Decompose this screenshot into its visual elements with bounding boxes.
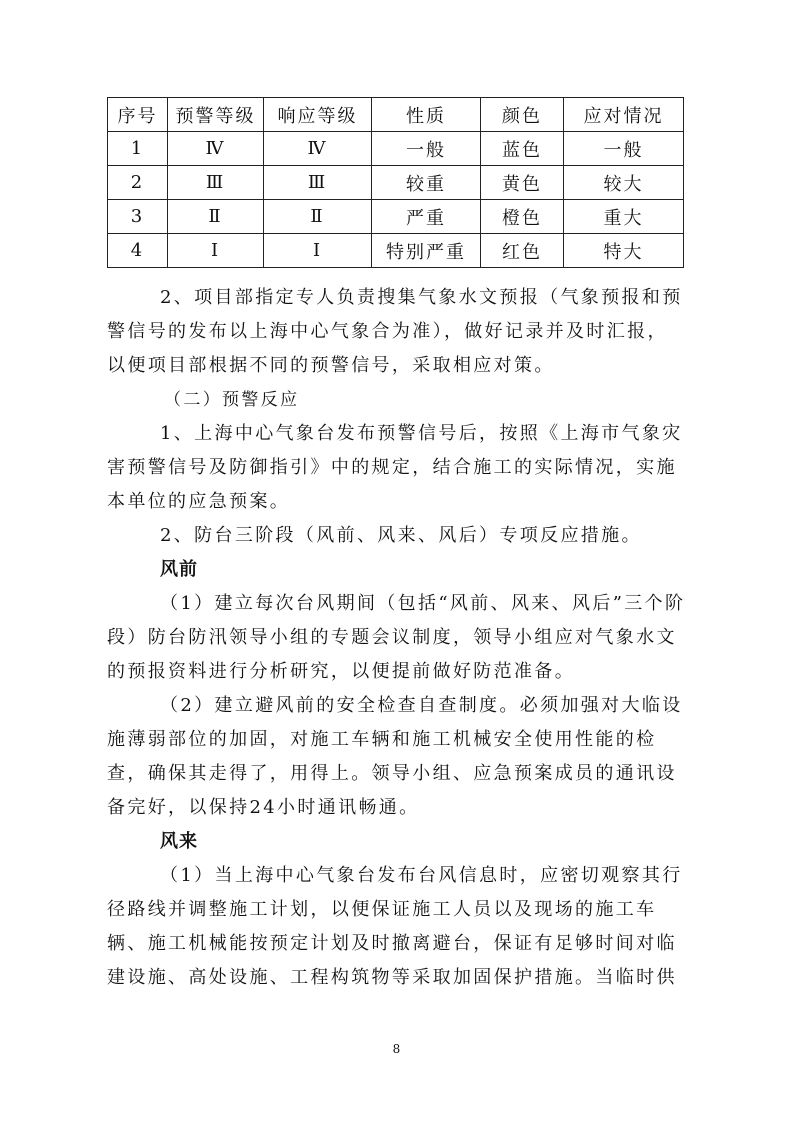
paragraph-line: 害预警信号及防御指引》中的规定，结合施工的实际情况，实施 [107,457,677,478]
table-cell: 特别严重 [372,234,481,268]
paragraph-line: 施薄弱部位的加固，对施工车辆和施工机械安全使用性能的检 [107,729,657,750]
paragraph-line: 的预报资料进行分析研究，以便提前做好防范准备。 [107,661,576,682]
table-cell: 红色 [481,234,564,268]
table-cell: 1 [108,132,168,166]
table-row [108,200,684,234]
header-cell: 预警等级 [168,98,264,132]
table-cell: 特大 [564,234,684,268]
table-cell: Ⅰ [264,234,372,268]
paragraph-line: 建设施、高处设施、工程构筑物等采取加固保护措施。当临时供 [107,967,677,988]
header-cell: 颜色 [481,98,564,132]
paragraph-line: （1）建立每次台风期间（包括“风前、风来、风后”三个阶 [160,593,686,614]
paragraph-line: （1）当上海中心气象台发布台风信息时，应密切观察其行 [160,865,683,886]
paragraph-line: 警信号的发布以上海中心气象合为准），做好记录并及时汇报， [107,321,668,342]
table-cell: Ⅲ [168,166,264,200]
subheading-before-typhoon: 风前 [160,559,198,580]
paragraph-line: 段）防台防汛领导小组的专题会议制度，领导小组应对气象水文 [107,627,677,648]
paragraph-line: 本单位的应急预案。 [107,491,291,512]
paragraph-line: （2）建立避风前的安全检查自查制度。必须加强对大临设 [160,695,683,716]
table-cell: Ⅱ [264,200,372,234]
subheading-during-typhoon: 风来 [160,831,198,852]
table-cell: Ⅰ [168,234,264,268]
table-cell: 黄色 [481,166,564,200]
table-cell: 一般 [564,132,684,166]
paragraph-line: 以便项目部根据不同的预警信号，采取相应对策。 [107,355,555,376]
warning-level-table [107,97,684,268]
table-cell: Ⅳ [264,132,372,166]
table-cell: 较重 [372,166,481,200]
table-cell: 严重 [372,200,481,234]
table-cell: 橙色 [481,200,564,234]
header-cell: 响应等级 [264,98,372,132]
paragraph-line: 查，确保其走得了，用得上。领导小组、应急预案成员的通讯设 [107,763,677,784]
table-cell: 较大 [564,166,684,200]
table-cell: 3 [108,200,168,234]
table-row [108,132,684,166]
paragraph-line: 径路线并调整施工计划，以便保证施工人员以及现场的施工车 [107,899,657,920]
table-cell: 一般 [372,132,481,166]
paragraph-line: 2、项目部指定专人负责搜集气象水文预报（气象预报和预 [160,287,683,308]
paragraph-line: 1、上海中心气象台发布预警信号后，按照《上海市气象灾 [160,423,683,444]
table-cell: Ⅱ [168,200,264,234]
section-heading: （二）预警反应 [164,390,300,410]
paragraph-line: 2、防台三阶段（风前、风来、风后）专项反应措施。 [160,525,642,546]
header-cell: 性质 [372,98,481,132]
table-cell: 2 [108,166,168,200]
table-header-row [108,98,684,132]
table-cell: 蓝色 [481,132,564,166]
page-number: 8 [392,1042,401,1056]
table-cell: Ⅲ [264,166,372,200]
table-cell: 4 [108,234,168,268]
table-cell: Ⅳ [168,132,264,166]
paragraph-line: 辆、施工机械能按预定计划及时撤离避台，保证有足够时间对临 [107,933,677,954]
table-row [108,234,684,268]
table-row [108,166,684,200]
paragraph-line: 备完好，以保持24小时通讯畅通。 [107,797,420,818]
header-cell: 应对情况 [564,98,684,132]
header-cell: 序号 [108,98,168,132]
table-cell: 重大 [564,200,684,234]
